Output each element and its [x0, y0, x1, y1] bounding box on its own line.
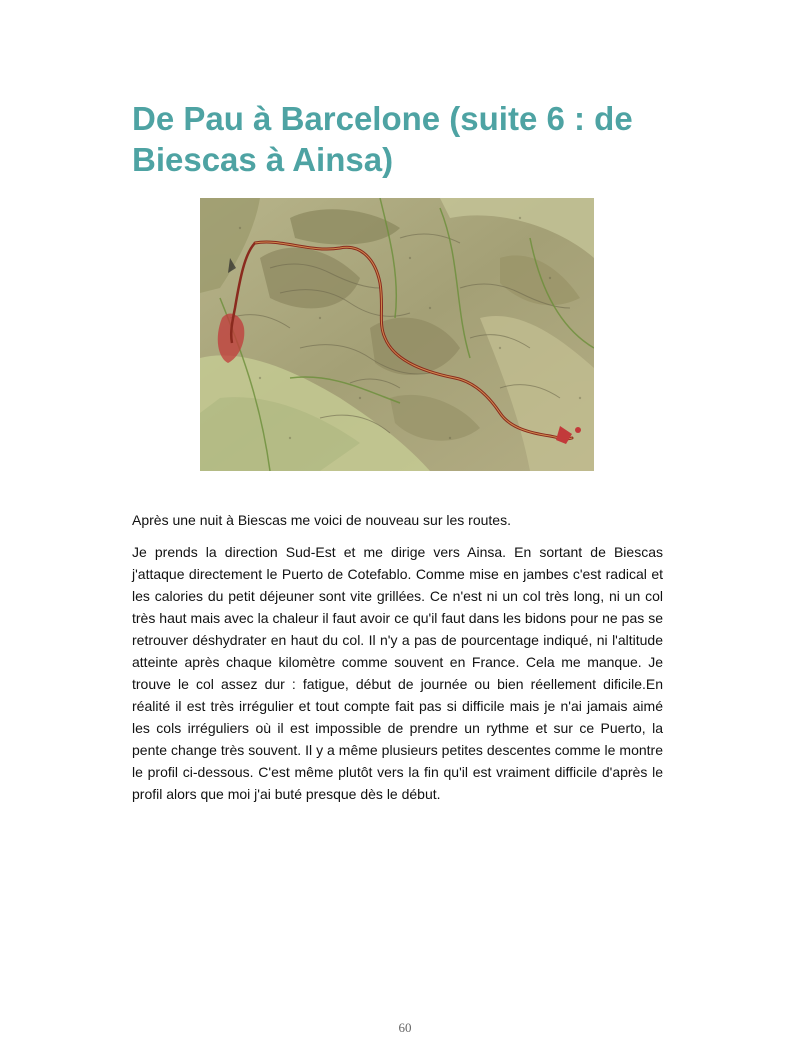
route-map-image — [200, 198, 594, 471]
paragraph-2: Je prends la direction Sud-Est et me dirige vers Ainsa. En sortant de Biescas j'attaque directement le Puerto de Cotefablo. Comme mise en jambes c'est radical et les calories du petit déjeuner sont vite grillées. Ce n'est ni un col très long, ni un col très haut mais avec la chaleur il faut avoir ce qu'il faut dans les bidons pour ne pas se retrouver déshydrater en haut du col. Il n'y a pas de pourcentage indiqué, ni l'altitude atteinte après chaque kilomètre comme souvent en France. Cela me manque. Je trouve le col assez dur : fatigue, début de journée ou bien réellement dificile.En réalité il est très irrégulier et tout compte fait pas si difficile mais je n'ai jamais aimé les cols irréguliers où il est impossible de prendre un rythme et sur ce Puerto, la pente change très souvent. Il y a même plusieurs petites descentes comme le montre le profil ci-dessous. C'est même plutôt vers la fin qu'il est vraiment difficile d'après le profil alors que moi j'ai buté presque dès le début. — [132, 544, 663, 802]
route-map-graphic — [200, 198, 594, 471]
body-text — [132, 509, 663, 815]
page-title: De Pau à Barcelone (suite 6 : de Biescas à Ainsa) — [132, 100, 633, 178]
paragraph-1: Après une nuit à Biescas me voici de nouveau sur les routes. — [132, 512, 511, 528]
page-number: 60 — [398, 1020, 412, 1035]
